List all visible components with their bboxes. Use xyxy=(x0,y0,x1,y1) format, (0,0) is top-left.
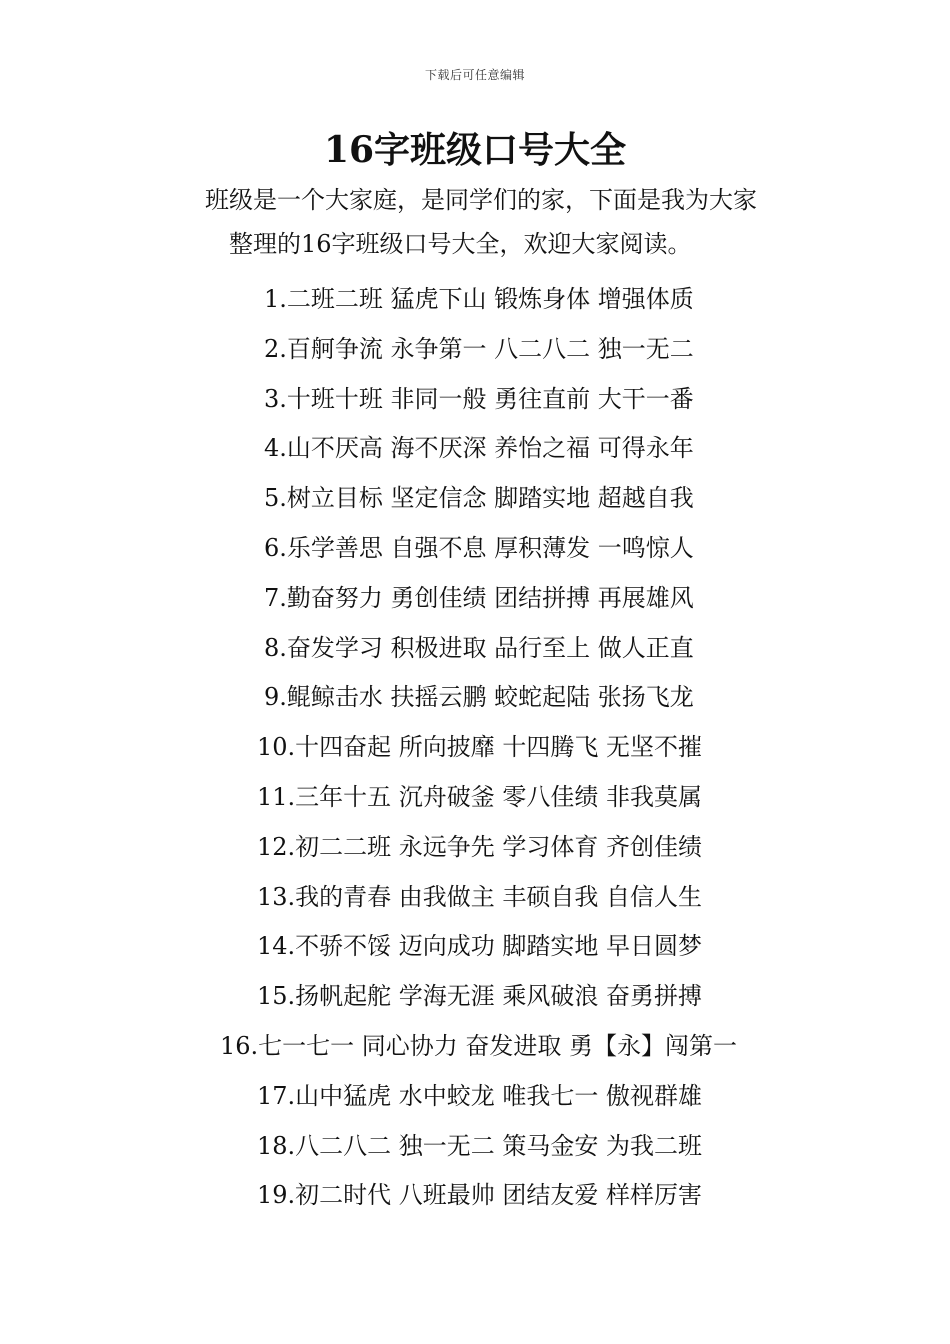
list-item xyxy=(0,724,950,774)
slogan-text: 1.二班二班 猛虎下山 锻炼身体 增强体质 xyxy=(264,285,694,313)
list-item xyxy=(0,674,950,724)
slogan-text: 3.十班十班 非同一般 勇往直前 大干一番 xyxy=(264,384,694,413)
slogan-text: 9.鲲鲸击水 扶摇云鹏 蛟蛇起陆 张扬飞龙 xyxy=(264,683,694,712)
slogan-text: 17.山中猛虎 水中蛟龙 唯我七一 傲视群雄 xyxy=(257,1081,703,1110)
slogan-text: 7.勤奋努力 勇创佳绩 团结拼搏 再展雄风 xyxy=(264,583,694,612)
list-item xyxy=(0,376,950,426)
list-item xyxy=(0,774,950,824)
list-item xyxy=(0,874,950,924)
list-item xyxy=(0,824,950,874)
slogan-text: 6.乐学善思 自强不息 厚积薄发 一鸣惊人 xyxy=(264,533,694,562)
slogan-text: 13.我的青春 由我做主 丰硕自我 自信人生 xyxy=(257,882,703,911)
slogan-text: 12.初二二班 永远争先 学习体育 齐创佳绩 xyxy=(257,832,703,861)
list-item xyxy=(0,923,950,973)
list-item xyxy=(0,1123,950,1173)
list-item xyxy=(0,276,950,326)
slogan-text: 4.山不厌高 海不厌深 养怡之福 可得永年 xyxy=(264,434,694,463)
slogan-text: 16.七一七一 同心协力 奋发进取 勇【永】闯第一 xyxy=(220,1031,738,1060)
header-note: 下载后可任意编辑 xyxy=(424,68,525,82)
list-item xyxy=(0,425,950,475)
list-item xyxy=(0,973,950,1023)
list-item xyxy=(0,575,950,625)
intro-paragraph xyxy=(205,178,825,266)
slogan-text: 10.十四奋起 所向披靡 十四腾飞 无坚不摧 xyxy=(257,733,703,762)
slogan-text: 19.初二时代 八班最帅 团结友爱 样样厉害 xyxy=(257,1181,703,1210)
slogan-text: 18.八二八二 独一无二 策马金安 为我二班 xyxy=(257,1131,703,1160)
slogan-text: 14.不骄不馁 迈向成功 脚踏实地 早日圆梦 xyxy=(257,932,703,961)
slogan-text: 15.扬帆起舵 学海无涯 乘风破浪 奋勇拼搏 xyxy=(257,982,703,1011)
document-title: 16字班级口号大全 xyxy=(323,129,627,171)
list-item xyxy=(0,326,950,376)
slogan-text: 5.树立目标 坚定信念 脚踏实地 超越自我 xyxy=(264,484,694,513)
slogan-text: 2.百舸争流 永争第一 八二八二 独一无二 xyxy=(264,334,694,363)
slogan-text: 8.奋发学习 积极进取 品行至上 做人正直 xyxy=(264,633,694,662)
list-item xyxy=(0,1023,950,1073)
intro-line-1: 班级是一个大家庭，是同学们的家，下面是我为大家 xyxy=(205,186,757,214)
list-item xyxy=(0,1172,950,1222)
list-item xyxy=(0,475,950,525)
list-item xyxy=(0,625,950,675)
list-item xyxy=(0,525,950,575)
intro-line-2: 整理的16字班级口号大全，欢迎大家阅读。 xyxy=(229,230,692,258)
slogan-list xyxy=(0,276,950,1222)
list-item xyxy=(0,1073,950,1123)
slogan-text: 11.三年十五 沉舟破釜 零八佳绩 非我莫属 xyxy=(257,782,703,811)
